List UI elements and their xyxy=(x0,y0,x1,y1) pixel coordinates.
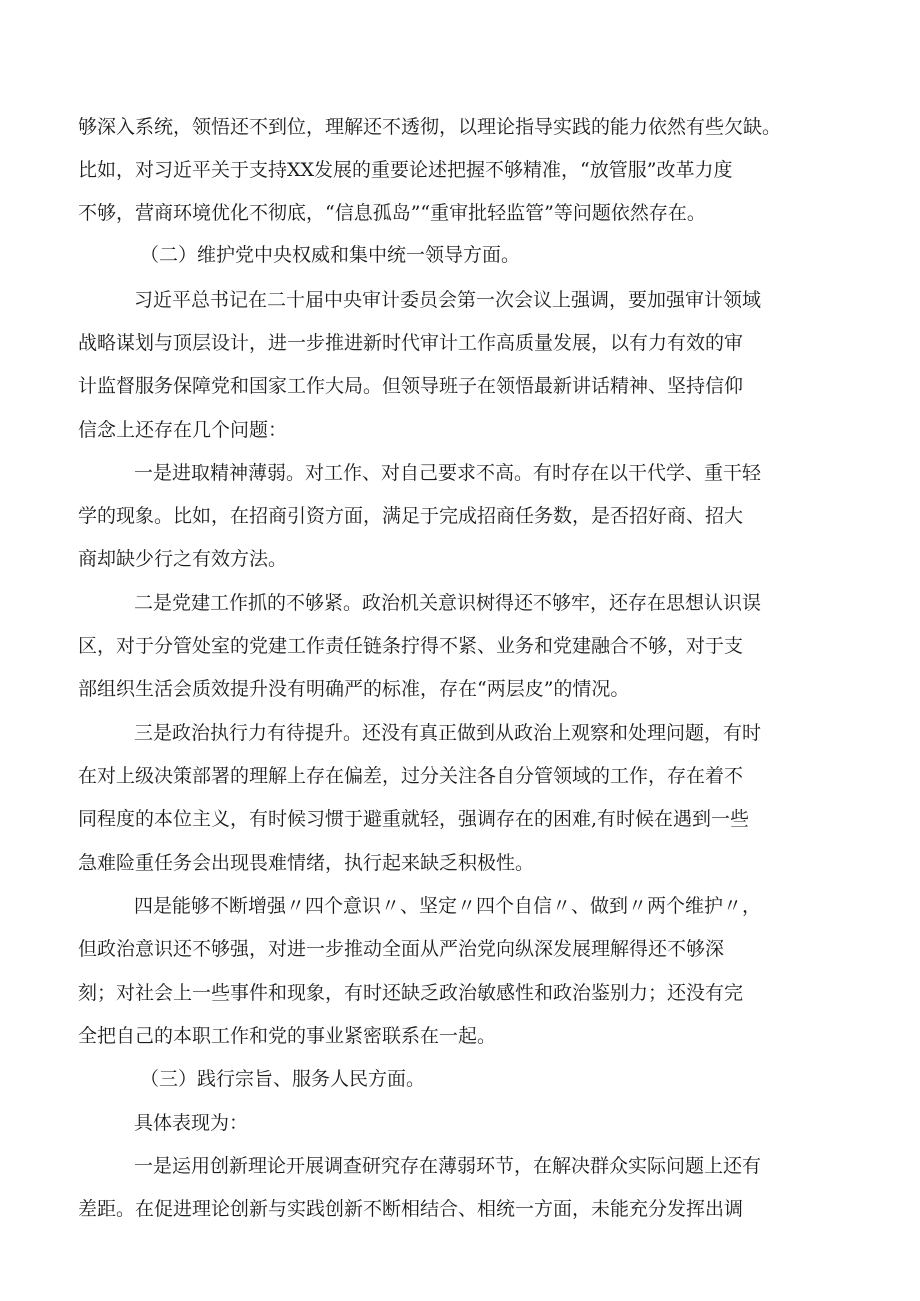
text-line: 信念上还存在几个问题： xyxy=(78,419,288,441)
text-line: 差距。在促进理论创新与实践创新不断相结合、相统一方面，未能充分发挥出调 xyxy=(78,1198,744,1220)
text-line: 四是能够不断增强〃四个意识〃、坚定〃四个自信〃、做到〃两个维护〃， xyxy=(134,895,762,917)
text-line: 具体表现为： xyxy=(134,1112,249,1134)
section-heading: （二）维护党中央权威和集中统一领导方面。 xyxy=(140,244,521,266)
text-line: 部组织生活会质效提升没有明确严的标准，存在“两层皮”的情况。 xyxy=(78,678,630,700)
text-line: 急难险重任务会出现畏难情绪，执行起来缺乏积极性。 xyxy=(78,852,535,874)
text-line: 同程度的本位主义，有时候习惯于避重就轻，强调存在的困难,有时候在遇到一些 xyxy=(78,808,750,830)
text-line: 学的现象。比如，在招商引资方面，满足于完成招商任务数，是否招好商、招大 xyxy=(78,505,744,527)
text-line: 二是党建工作抓的不够紧。政治机关意识树得还不够牢，还存在思想认识误 xyxy=(134,592,762,614)
text-line: 习近平总书记在二十届中央审计委员会第一次会议上强调，要加强审计领域 xyxy=(134,289,762,311)
text-line: 三是政治执行力有待提升。还没有真正做到从政治上观察和处理问题，有时 xyxy=(134,722,762,744)
text-line: 商却缺少行之有效方法。 xyxy=(78,548,288,570)
text-line: 区，对于分管处室的党建工作责任链条拧得不紧、业务和党建融合不够，对于支 xyxy=(78,635,744,657)
text-line: 刻；对社会上一些事件和现象，有时还缺乏政治敏感性和政治鉴别力；还没有完 xyxy=(78,982,744,1004)
text-line: 比如，对习近平关于支持XX发展的重要论述把握不够精准，“放管服”改革力度 xyxy=(78,159,733,181)
text-line: 一是进取精神薄弱。对工作、对自己要求不高。有时存在以干代学、重干轻 xyxy=(134,462,762,484)
text-line: 计监督服务保障党和国家工作大局。但领导班子在领悟最新讲话精神、坚持信仰 xyxy=(78,375,744,397)
text-line: 不够，营商环境优化不彻底，“信息孤岛”“重审批轻监管”等问题依然存在。 xyxy=(78,202,706,224)
text-line: 在对上级决策部署的理解上存在偏差，过分关注各自分管领域的工作，存在着不 xyxy=(78,765,744,787)
text-line: 但政治意识还不够强，对进一步推动全面从严治党向纵深发展理解得还不够深 xyxy=(78,938,725,960)
text-line: 一是运用创新理论开展调查研究存在薄弱环节，在解决群众实际问题上还有 xyxy=(134,1155,762,1177)
text-line: 够深入系统，领悟还不到位，理解还不透彻，以理论指导实践的能力依然有些欠缺。 xyxy=(78,116,782,138)
text-line: 全把自己的本职工作和党的事业紧密联系在一起。 xyxy=(78,1025,497,1047)
text-line: 战略谋划与顶层设计，进一步推进新时代审计工作高质量发展，以有力有效的审 xyxy=(78,332,744,354)
section-heading: （三）践行宗旨、服务人民方面。 xyxy=(140,1068,426,1090)
